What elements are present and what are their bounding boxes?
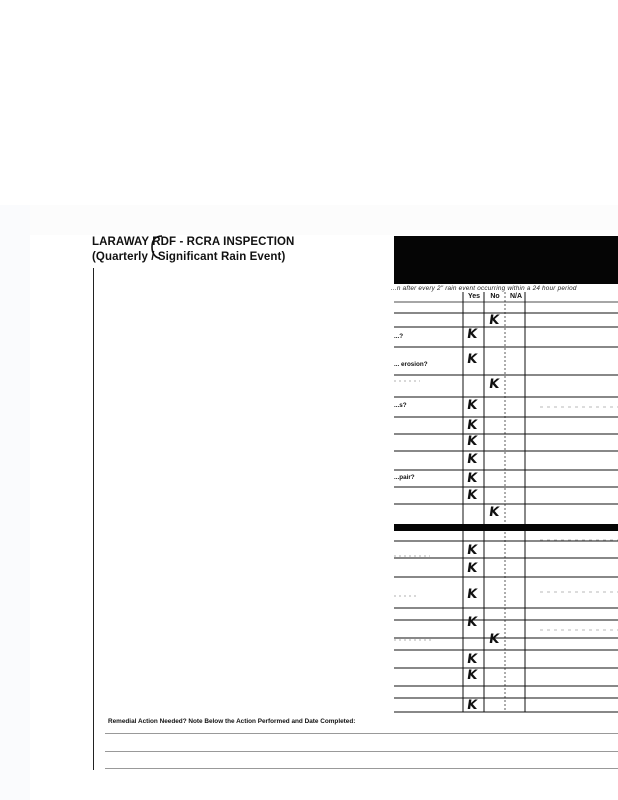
column-yes-header: Yes bbox=[467, 293, 481, 300]
remedial-line-3 bbox=[105, 768, 618, 769]
check-mark: K bbox=[465, 615, 479, 630]
section-divider-bar bbox=[394, 524, 618, 531]
remedial-line-2 bbox=[105, 751, 618, 752]
check-mark: K bbox=[465, 452, 479, 467]
check-mark: K bbox=[465, 543, 479, 558]
row-label: ...s? bbox=[394, 402, 407, 409]
remedial-action-label: Remedial Action Needed? Note Below the Action Performed and Date Completed: bbox=[108, 718, 356, 725]
check-mark: K bbox=[465, 668, 479, 683]
check-mark: K bbox=[465, 652, 479, 667]
title-line-2: (Quarterly / Significant Rain Event) bbox=[92, 251, 286, 263]
row-label: ...? bbox=[394, 333, 404, 340]
header-note: ...n after every 2" rain event occurring within a 24 hour period bbox=[391, 285, 577, 292]
check-mark: K bbox=[465, 327, 479, 342]
title-line-1: LARAWAY RDF - RCRA INSPECTION bbox=[92, 236, 295, 248]
check-mark: K bbox=[465, 471, 479, 486]
check-mark: K bbox=[465, 698, 479, 713]
check-mark: K bbox=[465, 352, 479, 367]
check-mark: K bbox=[487, 313, 501, 328]
check-mark: K bbox=[465, 587, 479, 602]
check-mark: K bbox=[465, 488, 479, 503]
check-mark: K bbox=[465, 418, 479, 433]
column-na-header: N/A bbox=[509, 293, 523, 300]
check-mark: K bbox=[465, 434, 479, 449]
check-mark: K bbox=[487, 505, 501, 520]
row-label: ...pair? bbox=[394, 474, 415, 481]
check-mark: K bbox=[487, 632, 501, 647]
remedial-line-1 bbox=[105, 733, 618, 734]
row-label: ... erosion? bbox=[394, 361, 428, 368]
check-mark: K bbox=[465, 561, 479, 576]
check-mark: K bbox=[487, 377, 501, 392]
check-mark: K bbox=[465, 398, 479, 413]
column-no-header: No bbox=[490, 293, 500, 300]
